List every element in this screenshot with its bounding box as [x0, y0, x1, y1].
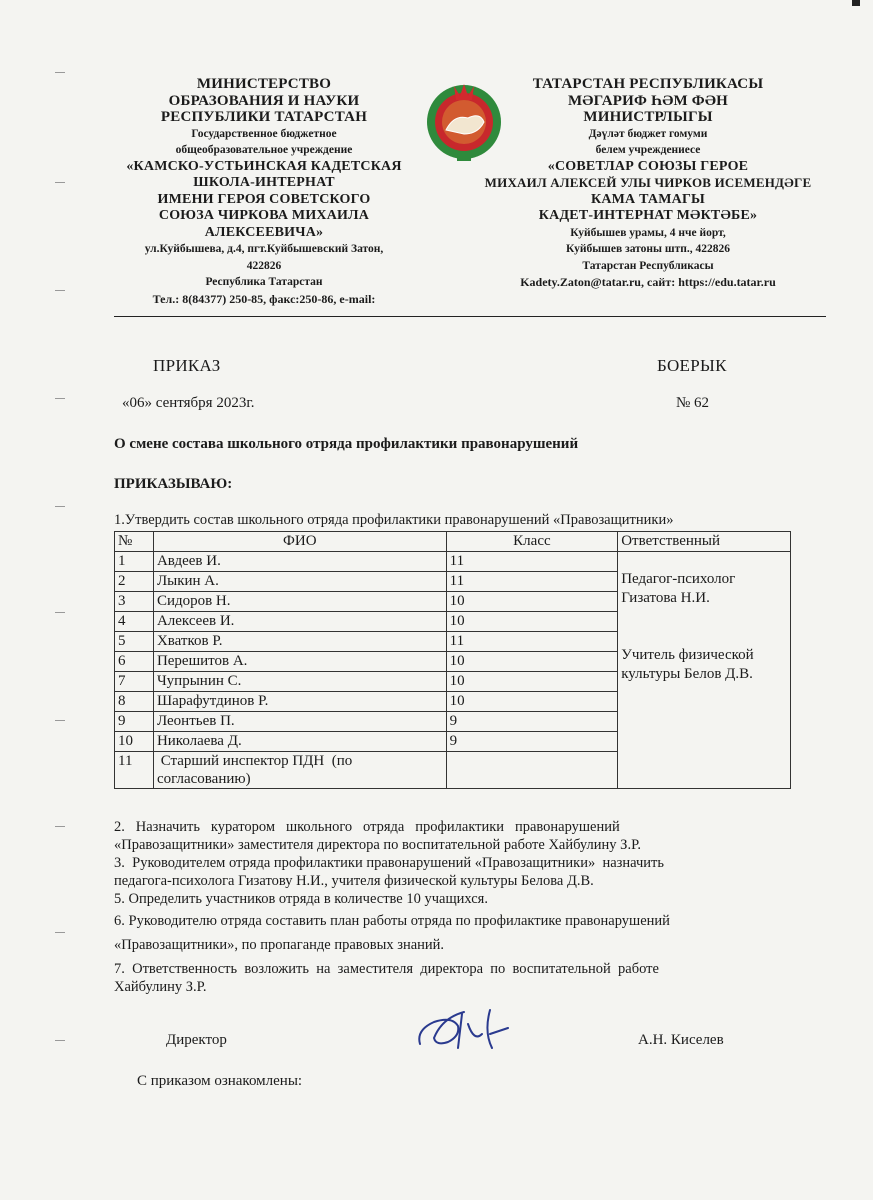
header-right	[470, 76, 826, 291]
school-name-1: «КАМСКО-УСТЬИНСКАЯ КАДЕТСКАЯ	[126, 158, 402, 174]
doc-number: № 62	[676, 395, 710, 411]
contacts-tt: Kadety.Zaton@tatar.ru, сайт: https://edu.tatar.ru	[520, 275, 776, 289]
ministry-line-3: РЕСПУБЛИКИ ТАТАРСТАН	[160, 109, 368, 125]
row-num: 11	[115, 752, 154, 789]
item-6-line-2: «Правозащитники», по пропаганде правовых знаний.	[114, 937, 445, 953]
ministry-line-2: ОБРАЗОВАНИЯ И НАУКИ	[168, 92, 360, 109]
row-class: 11	[446, 572, 618, 592]
paragraphs	[114, 818, 791, 996]
item-5: 5. Определить участников отряда в количестве 10 учащихся.	[114, 891, 488, 907]
item-6-line-1: 6. Руководителю отряда составить план работы отряда по профилактике правонарушений	[114, 913, 670, 929]
row-fio: Чупрынин С.	[153, 672, 446, 692]
doc-date: «06» сентября 2023г.	[122, 395, 255, 411]
row-fio: Авдеев И.	[153, 552, 446, 572]
header-class: Класс	[446, 532, 618, 552]
row-class	[446, 752, 618, 789]
responsible-2b: культуры Белов Д.В.	[621, 666, 753, 682]
row-class: 9	[446, 732, 618, 752]
row-class: 11	[446, 632, 618, 652]
doc-title-ru: ПРИКАЗ	[153, 356, 221, 375]
item-7-line-1: 7. Ответственность возложить на заместителя директора по воспитательной работе	[114, 961, 659, 977]
doc-subject: О смене состава школьного отряда профилактики правонарушений	[114, 436, 579, 452]
row-num: 2	[115, 572, 154, 592]
row-num: 6	[115, 652, 154, 672]
responsible-1a: Педагог-психолог	[621, 571, 736, 587]
row-fio-line-2: согласованию)	[156, 771, 251, 787]
school-name-2: ШКОЛА-ИНТЕРНАТ	[193, 175, 335, 190]
school-name-tt-3: КАМА ТАМАГЫ	[590, 191, 705, 207]
signer-name: А.Н. Киселев	[638, 1032, 724, 1048]
school-name-5: АЛЕКСЕЕВИЧА»	[204, 224, 324, 240]
row-num: 1	[115, 552, 154, 572]
address-tt-1: Куйбышев урамы, 4 нче йорт,	[570, 226, 726, 239]
contacts: Тел.: 8(84377) 250-85, факс:250-86, e-mail:	[152, 291, 376, 306]
row-class: 10	[446, 652, 618, 672]
school-name-tt-1: «СОВЕТЛАР СОЮЗЫ ГЕРОЕ	[547, 158, 749, 174]
school-name-3: ИМЕНИ ГЕРОЯ СОВЕТСКОГО	[157, 191, 371, 207]
item-2-line-2: «Правозащитники» заместителя директора по воспитательной работе Хайбулину З.Р.	[114, 837, 641, 853]
org-type-tt-1: Дәүләт бюджет гомуми	[588, 127, 708, 140]
ministry-line-1: МИНИСТЕРСТВО	[196, 76, 332, 92]
row-num: 10	[115, 732, 154, 752]
row-num: 8	[115, 692, 154, 712]
address-1: ул.Куйбышева, д.4, пгт.Куйбышевский Затон,	[144, 243, 384, 255]
header-divider	[114, 316, 826, 317]
address-tt-3: Татарстан Республикасы	[582, 259, 714, 272]
org-type-tt-2: белем учреждениесе	[595, 144, 701, 156]
row-fio: Сидоров Н.	[153, 592, 446, 612]
responsible-cell	[618, 552, 791, 789]
row-class: 9	[446, 712, 618, 732]
signature-icon	[412, 1004, 522, 1056]
row-fio	[153, 752, 446, 789]
address-3: Республика Татарстан	[205, 276, 323, 288]
row-fio: Николаева Д.	[153, 732, 446, 752]
ministry-tt-line-3: МИНИСТРЛЫГЫ	[583, 109, 713, 125]
responsible-2a: Учитель физической	[621, 647, 754, 663]
address-2: 422826	[246, 259, 282, 272]
header-left	[108, 76, 420, 307]
header-responsible: Ответственный	[618, 532, 791, 552]
row-num: 3	[115, 592, 154, 612]
item-1: 1.Утвердить состав школьного отряда профилактики правонарушений «Правозащитники»	[114, 512, 674, 528]
doc-title-tt: БОЕРЫК	[657, 356, 727, 375]
item-7-line-2: Хайбулину З.Р.	[114, 979, 207, 995]
row-num: 7	[115, 672, 154, 692]
row-fio: Хватков Р.	[153, 632, 446, 652]
school-name-tt-2: МИХАИЛ АЛЕКСЕЙ УЛЫ ЧИРКОВ ИСЕМЕНДӘГЕ	[484, 175, 812, 190]
school-name-4: СОЮЗА ЧИРКОВА МИХАИЛА	[158, 208, 370, 223]
row-num: 5	[115, 632, 154, 652]
item-2-line-1: 2. Назначить куратором школьного отряда профилактики правонарушений	[114, 819, 620, 835]
order-heading: ПРИКАЗЫВАЮ:	[114, 476, 233, 492]
school-name-tt-4: КАДЕТ-ИНТЕРНАТ МӘКТӘБЕ»	[538, 208, 758, 223]
row-fio: Лыкин А.	[153, 572, 446, 592]
signer-role: Директор	[166, 1032, 227, 1048]
row-num: 4	[115, 612, 154, 632]
table-row	[115, 552, 791, 572]
item-3-line-1: 3. Руководителем отряда профилактики правонарушений «Правозащитники» назначить	[114, 855, 665, 871]
row-class: 10	[446, 672, 618, 692]
row-class: 10	[446, 612, 618, 632]
header-num: №	[115, 532, 154, 552]
header-fio: ФИО	[153, 532, 446, 552]
responsible-1b: Гизатова Н.И.	[621, 590, 710, 606]
row-num: 9	[115, 712, 154, 732]
address-tt-2: Куйбышев затоны штп., 422826	[566, 243, 730, 255]
item-3-line-2: педагога-психолога Гизатову Н.И., учителя физической культуры Белова Д.В.	[114, 873, 594, 889]
row-fio: Перешитов А.	[153, 652, 446, 672]
table-header-row	[115, 532, 791, 552]
ministry-tt-line-1: ТАТАРСТАН РЕСПУБЛИКАСЫ	[532, 76, 764, 92]
row-class: 11	[446, 552, 618, 572]
row-class: 10	[446, 592, 618, 612]
acquainted-label: С приказом ознакомлены:	[137, 1073, 303, 1089]
ministry-tt-line-2: МӘГАРИФ ҺӘМ ФӘН	[567, 92, 729, 109]
row-fio: Алексеев И.	[153, 612, 446, 632]
org-type-2: общеобразовательное учреждение	[175, 144, 353, 156]
org-type-1: Государственное бюджетное	[191, 127, 337, 140]
row-fio: Леонтьев П.	[153, 712, 446, 732]
squad-table	[114, 531, 791, 789]
row-fio-line-1: Старший инспектор ПДН (по	[156, 753, 353, 769]
scan-mark	[852, 0, 860, 6]
row-fio: Шарафутдинов Р.	[153, 692, 446, 712]
row-class: 10	[446, 692, 618, 712]
